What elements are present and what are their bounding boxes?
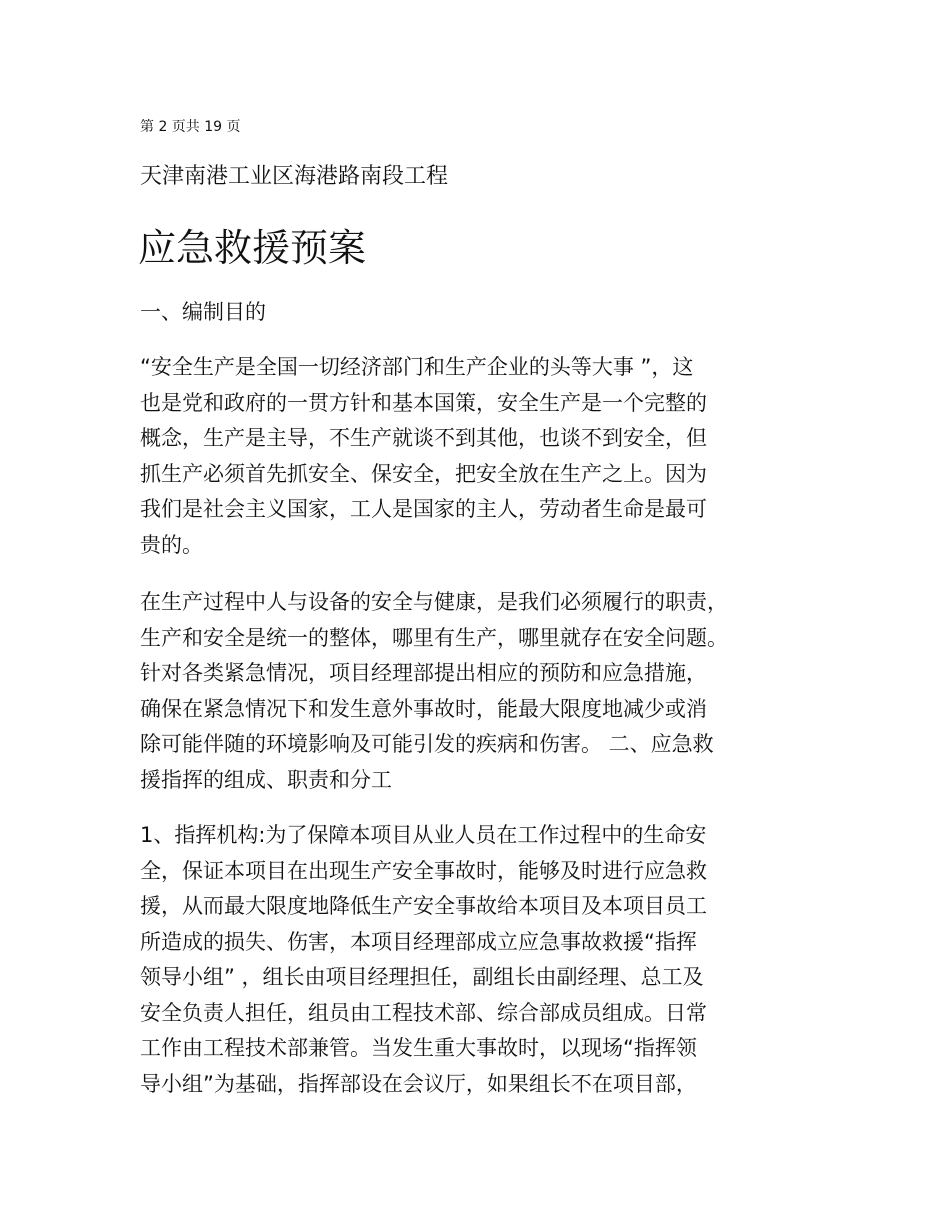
paragraph-line: 生产和安全是统一的整体，哪里有生产，哪里就存在安全问题。 <box>140 625 728 650</box>
paragraph-line: 贵的。 <box>140 532 203 557</box>
paragraph-line: 援指挥的组成、职责和分工 <box>140 767 392 792</box>
paragraph-line: 1、指挥机构:为了保障本项目从业人员在工作过程中的生命安 <box>140 823 707 847</box>
paragraph-safety-health <box>140 585 830 798</box>
paragraph-line: 领导小组” ，组长由项目经理担任，副组长由副经理、总工及 <box>140 965 704 989</box>
project-title: 天津南港工业区海港路南段工程 <box>140 164 449 189</box>
paragraph-line: 针对各类紧急情况，项目经理部提出相应的预防和应急措施， <box>140 661 707 685</box>
paragraph-line: 工作由工程技术部兼管。当发生重大事故时，以现场“指挥领 <box>140 1036 697 1060</box>
paragraph-line: 我们是社会主义国家，工人是国家的主人，劳动者生命是最可 <box>140 497 707 521</box>
page-number: 第 2 页共 19 页 <box>140 119 241 135</box>
paragraph-line: 全，保证本项目在出现生产安全事故时，能够及时进行应急救 <box>140 858 707 883</box>
section-heading: 一、编制目的 <box>140 300 266 324</box>
paragraph-line: 导小组”为基础，指挥部设在会议厅，如果组长不在项目部， <box>140 1071 697 1096</box>
paragraph-command-structure <box>140 818 830 1102</box>
paragraph-line: 也是党和政府的一贯方针和基本国策，安全生产是一个完整的 <box>140 390 707 415</box>
paragraph-line: 概念，生产是主导，不生产就谈不到其他，也谈不到安全，但 <box>140 426 707 450</box>
paragraph-line: “安全生产是全国一切经济部门和生产企业的头等大事 ”，这 <box>140 355 694 379</box>
document-title: 应急救援预案 <box>138 226 367 270</box>
paragraph-line: 确保在紧急情况下和发生意外事故时，能最大限度地减少或消 <box>140 696 707 721</box>
paragraph-line: 除可能伴随的环境影响及可能引发的疾病和伤害。 二、应急救 <box>140 732 714 756</box>
paragraph-line: 在生产过程中人与设备的安全与健康，是我们必须履行的职责， <box>140 590 728 614</box>
paragraph-line: 所造成的损失、伤害，本项目经理部成立应急事故救援“指挥 <box>140 929 697 954</box>
paragraph-purpose <box>140 350 830 563</box>
paragraph-line: 援，从而最大限度地降低生产安全事故给本项目及本项目员工 <box>140 894 707 918</box>
paragraph-line: 抓生产必须首先抓安全、保安全，把安全放在生产之上。因为 <box>140 461 707 486</box>
paragraph-line: 安全负责人担任，组员由工程技术部、综合部成员组成。日常 <box>140 1000 707 1025</box>
